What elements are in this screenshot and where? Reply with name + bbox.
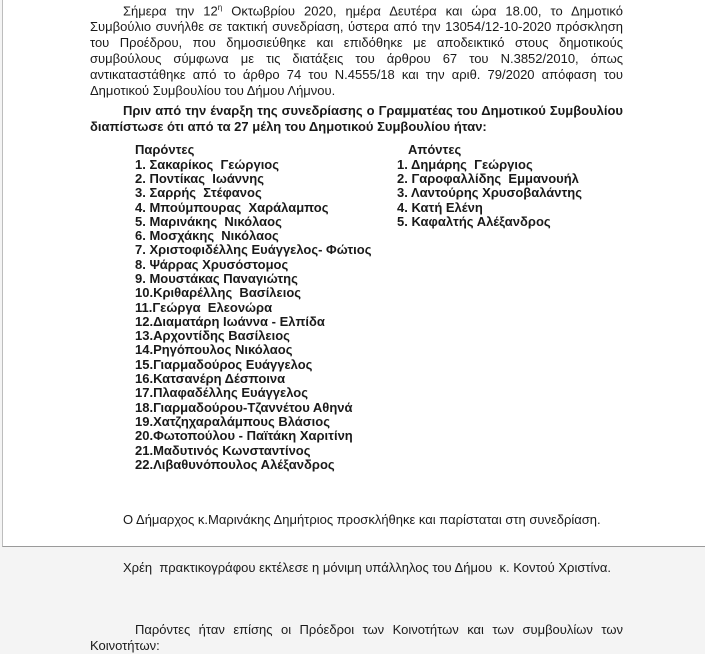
document-content xyxy=(3,0,705,654)
ordinal-superscript: η xyxy=(217,3,223,12)
absent-column xyxy=(397,143,582,229)
presidents-paragraph: Παρόντες ήταν επίσης οι Πρόεδροι των Κοινοτήτων και των συμβουλίων των Κοινοτήτων: xyxy=(90,622,623,654)
mayor-line-1: Ο Δήμαρχος κ.Μαρινάκης Δημήτριος προσκλήθηκε και παρίσταται στη συνεδρίαση. xyxy=(123,512,601,528)
absent-member-3: 3. Λαντούρης Χρυσοβαλάντης xyxy=(397,185,583,201)
present-member-19: 19.Χατζηχαραλάμπους Βλάσιος xyxy=(135,413,330,429)
absent-member-4: 4. Κατή Ελένη xyxy=(397,199,483,215)
document-page xyxy=(2,0,705,654)
attendance-lists xyxy=(135,143,623,472)
present-member-12: 12.Διαματάρη Ιωάννα - Ελπίδα xyxy=(135,313,325,329)
present-member-10: 10.Κριθαρέλλης Βασίλειος xyxy=(135,285,302,301)
mayor-line-2: Χρέη πρακτικογράφου εκτέλεσε η μόνιμη υπάλληλος του Δήμου κ. Κοντού Χριστίνα. xyxy=(123,560,612,576)
present-member-4: 4. Μπούμπουρας Χαράλαμπος xyxy=(135,199,329,215)
present-member-18: 18.Γιαρμαδούρου-Τζαννέτου Αθηνά xyxy=(135,399,353,415)
present-member-7: 7. Χριστοφιδέλλης Ευάγγελος- Φώτιος xyxy=(135,242,372,258)
present-member-3: 3. Σαρρής Στέφανος xyxy=(135,185,262,201)
present-header: Παρόντες xyxy=(135,142,195,158)
quorum-paragraph: Πριν από την έναρξη της συνεδρίασης ο Γραμματέας του Δημοτικού Συμβουλίου διαπίστωσε ότι από τα 27 μέλη του Δημοτικού Συμβουλίου ήταν: xyxy=(90,103,623,135)
present-member-2: 2. Ποντίκας Ιωάννης xyxy=(135,170,264,186)
mayor-paragraph xyxy=(123,480,623,608)
intro-text-rest: Οκτωβρίου 2020, ημέρα Δευτέρα και ώρα 18.00, το Δημοτικό Συμβούλιο συνήλθε σε τακτική συνεδρίαση, ύστερα από την 13054/12-10-2020 πρόσκληση του Προέδρου, που δημοσιεύθηκε και επιδόθηκε με αποδεικτικό στους δημοτικούς συμβούλους σύμφωνα με τις διατάξεις του άρθρου 67 του Ν.3852/2010, όπως αντικαταστάθηκε από το άρθρο 74 του Ν.4555/18 και την αριθ. 79/2020 απόφαση του Δημοτικού Συμβουλίου του Δήμου Λήμνου. xyxy=(90,3,624,99)
present-member-8: 8. Ψάρρας Χρυσόστομος xyxy=(135,256,289,272)
absent-member-5: 5. Καφαλτής Αλέξανδρος xyxy=(397,213,551,229)
present-member-5: 5. Μαρινάκης Νικόλαος xyxy=(135,213,282,229)
present-member-9: 9. Μουστάκας Παναγιώτης xyxy=(135,271,298,286)
present-member-15: 15.Γιαρμαδούρος Ευάγγελος xyxy=(135,356,313,372)
present-member-16: 16.Κατσανέρη Δέσποινα xyxy=(135,371,286,387)
present-member-11: 11.Γεώργα Ελεονώρα xyxy=(135,299,273,315)
intro-text-start: Σήμερα την 12 xyxy=(123,3,218,19)
absent-member-2: 2. Γαροφαλλίδης Εμμανουήλ xyxy=(397,170,579,186)
present-member-17: 17.Πλαφαδέλλης Ευάγγελος xyxy=(135,385,308,401)
absent-member-1: 1. Δημάρης Γεώργιος xyxy=(397,156,533,172)
present-member-20: 20.Φωτοπούλου - Παϊτάκη Χαριτίνη xyxy=(135,428,353,444)
present-member-21: 21.Μαδυτινός Κωνσταντίνος xyxy=(135,442,311,458)
absent-header: Απόντες xyxy=(408,142,462,158)
present-member-14: 14.Ρηγόπουλος Νικόλαος xyxy=(135,342,293,358)
present-member-22: 22.Λιβαθυνόπουλος Αλέξανδρος xyxy=(135,456,335,472)
present-member-6: 6. Μοσχάκης Νικόλαος xyxy=(135,228,279,244)
present-member-13: 13.Αρχοντίδης Βασίλειος xyxy=(135,328,290,344)
present-member-1: 1. Σακαρίκος Γεώργιος xyxy=(135,156,280,172)
intro-paragraph xyxy=(90,0,623,99)
